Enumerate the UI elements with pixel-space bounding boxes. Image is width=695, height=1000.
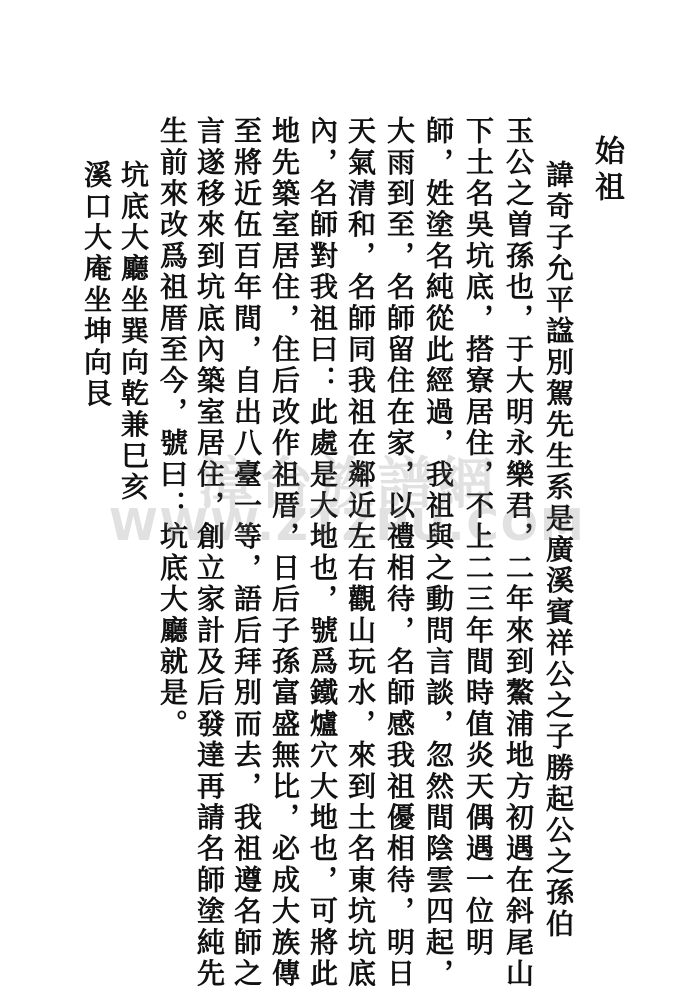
text-column: 坑底大廳坐巽向乾兼巳亥 [117,160,150,504]
text-column: 溪口大庵坐坤向艮 [80,160,113,410]
text-column: 內，名師對我祖曰：此處是大地也，號爲鐵爐穴大地也，可將此 [306,116,339,990]
text-column: 生前來改爲祖厝至今，號曰：坑底大廳就是。 [156,116,189,740]
document-title: 始祖 [589,135,624,207]
text-column: 地先築室居住，住后改作祖厝，日后子孫富盛無比，必成大族傳 [268,116,301,990]
text-column: 大雨到至，名師留住在家，以禮相待，名師感我祖優相待，明日 [383,116,416,990]
text-column: 玉公之曽孫也，于大明永樂君，二年來到鰲浦地方初遇在斜尾山 [502,116,535,990]
text-column: 下土名吳坑底，搭寮居住，不上二三年間時值炎天偶遇一位明 [462,116,495,959]
text-column: 師，姓塗名純從此經過，我祖與之動問言談，忽然間陰雲四起， [422,116,455,990]
text-column: 至將近伍百年間，自出八臺一等，語后拜別而去，我祖遵名師之 [230,116,263,990]
watermark-text: 漳台族譜網 [197,452,498,517]
text-column: 天氣清和，名師同我祖在鄰近左右觀山玩水，來到土名東坑坑底 [344,116,377,990]
text-column: 諱奇子允平諡別駕先生系是廣溪賓祥公之子勝起公之孫伯 [542,160,575,940]
watermark-url: WWW.ZTZPU.COM [109,500,586,551]
text-column: 言遂移來到坑底內築室居住，創立家計及后發達再請名師塗純先 [193,116,226,990]
